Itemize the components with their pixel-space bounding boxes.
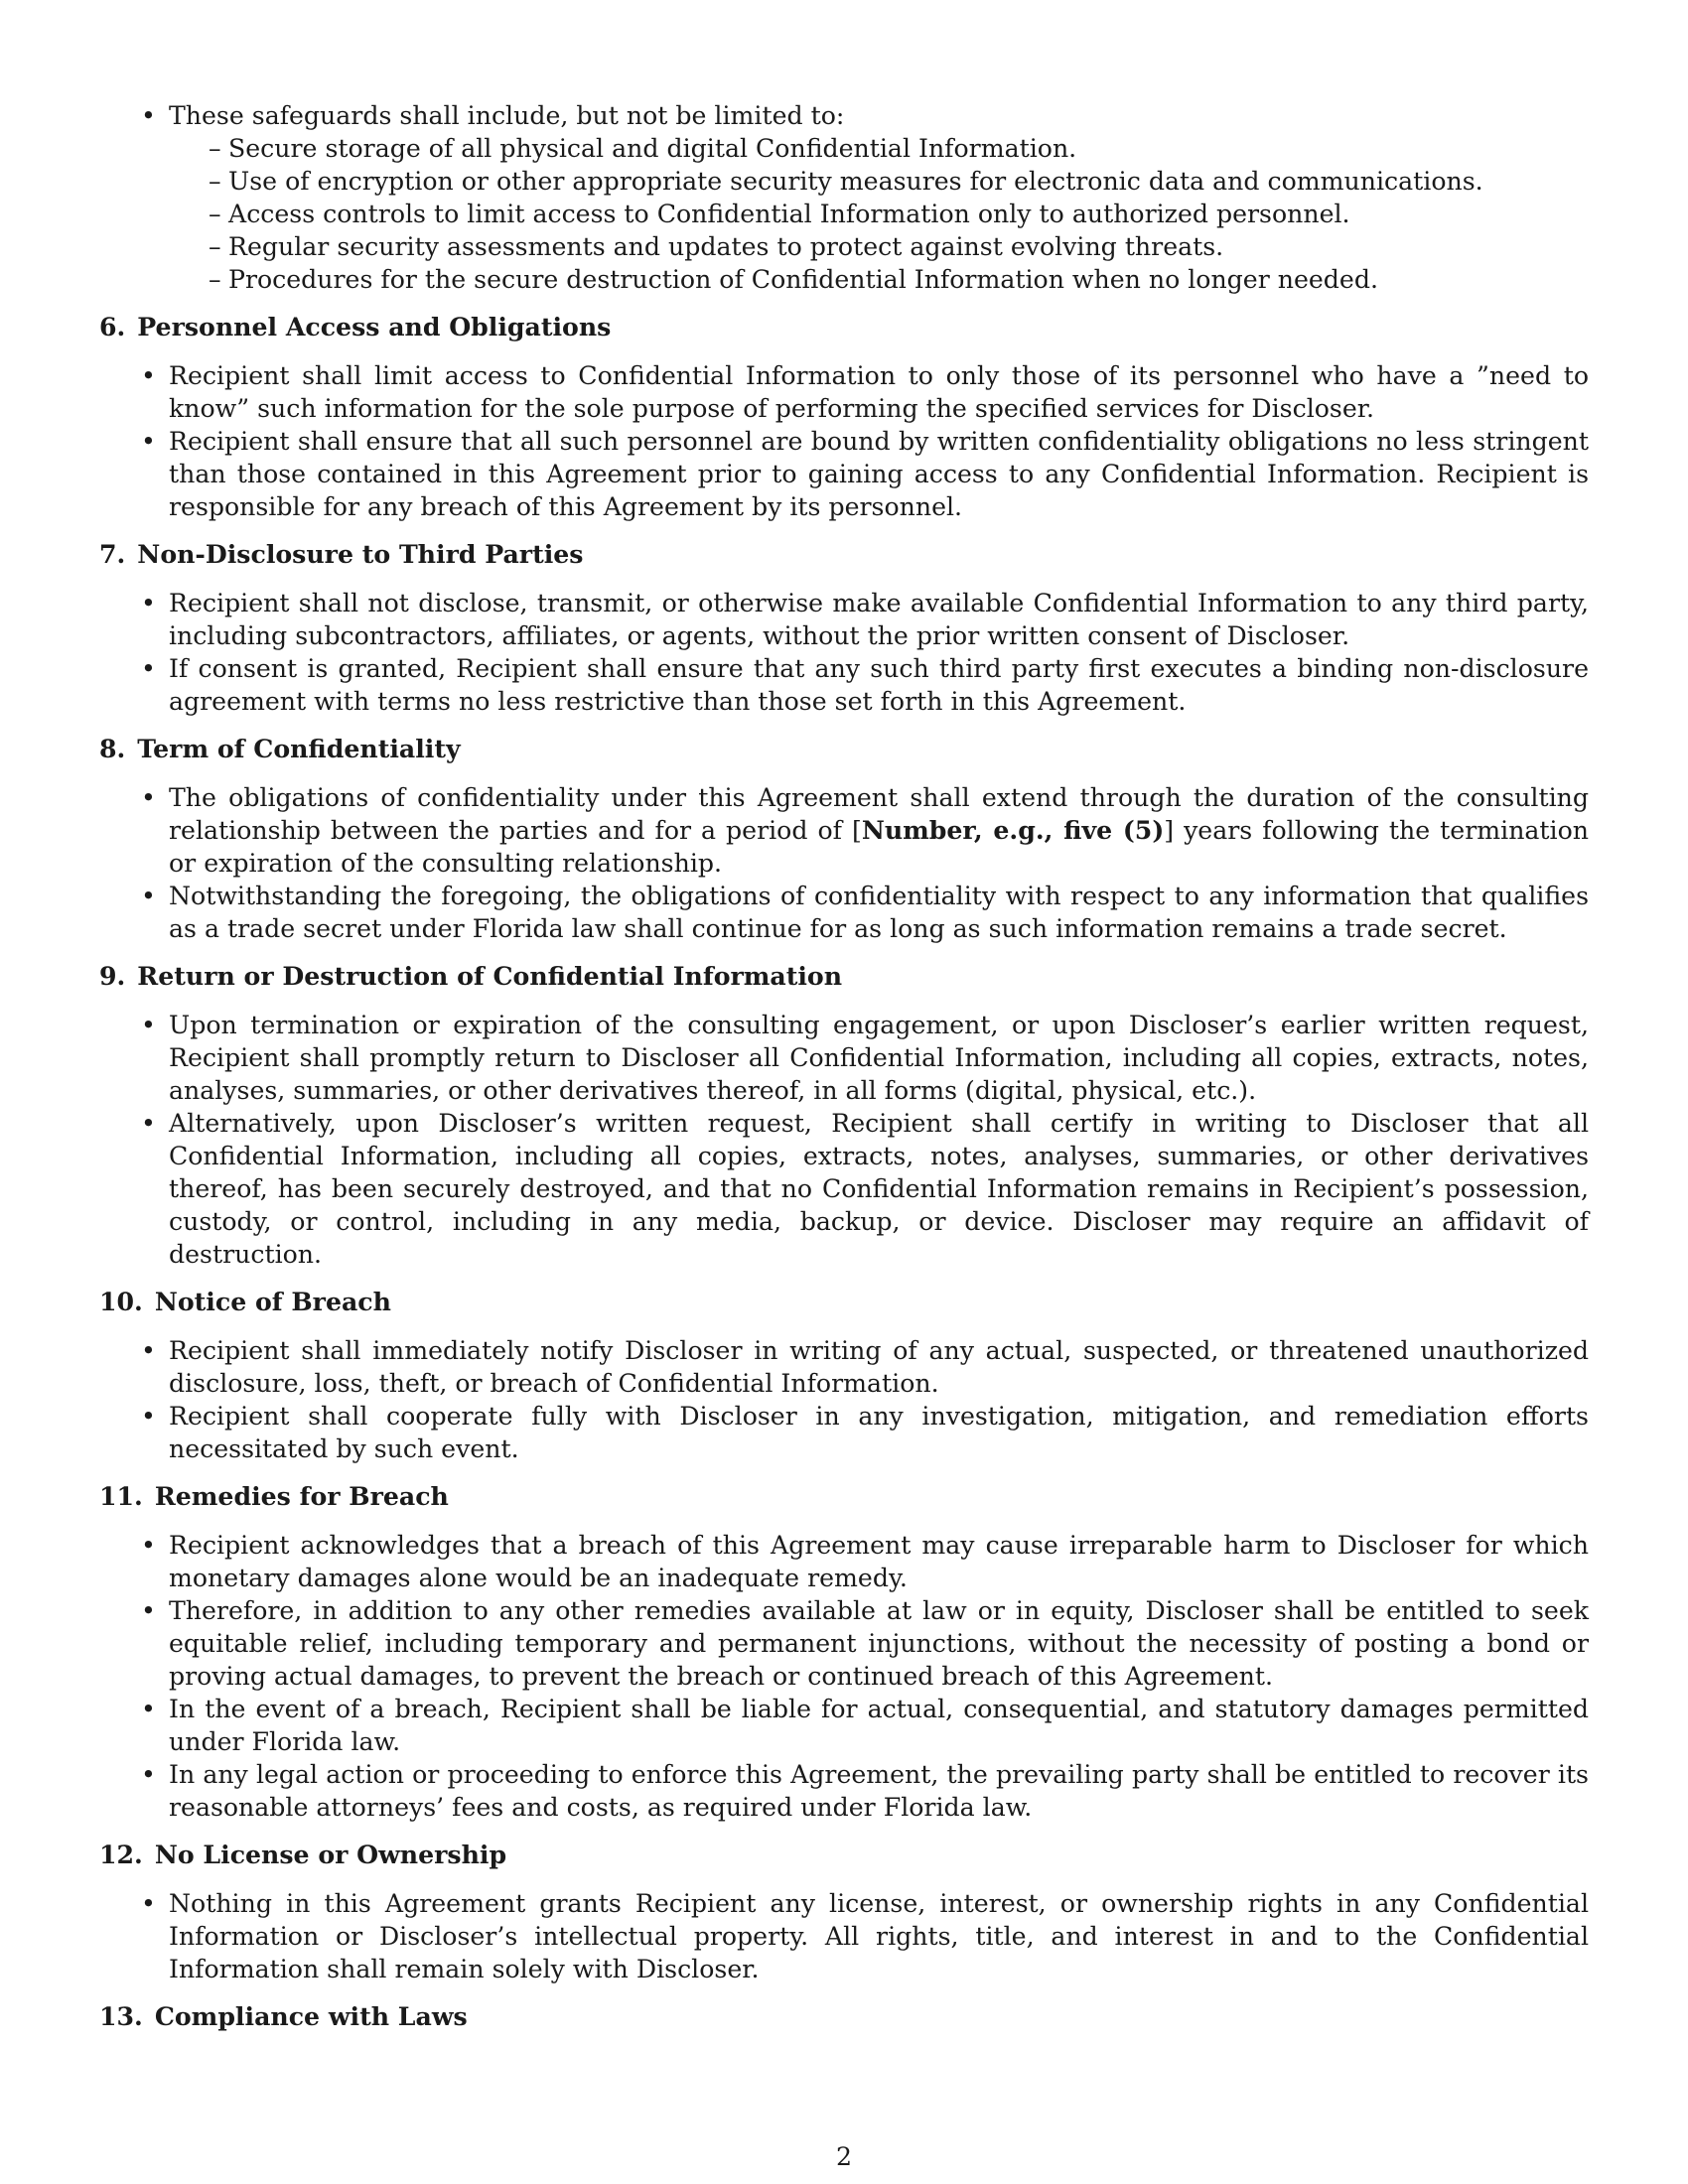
list-item xyxy=(99,781,1589,880)
list-item: – Regular security assessments and updates to protect against evolving threats. xyxy=(169,230,1589,263)
list-item: – Use of encryption or other appropriate security measures for electronic data and communications. xyxy=(169,165,1589,198)
term-text-after: ] years following the termination or expiration of the consulting relationship. xyxy=(169,816,1589,878)
section-bullets xyxy=(99,781,1589,945)
list-item: • Recipient acknowledges that a breach of this Agreement may cause irreparable harm to Discloser for which monetary damages alone would be an inadequate remedy. xyxy=(99,1529,1589,1594)
safeguards-sublist xyxy=(169,132,1589,296)
section-bullets xyxy=(99,359,1589,523)
section-heading xyxy=(99,2000,1589,2033)
section-title: Non-Disclosure to Third Parties xyxy=(137,539,584,569)
list-item: • In any legal action or proceeding to enforce this Agreement, the prevailing party shall be entitled to recover its reasonable attorneys’ fees and costs, as required under Florida law. xyxy=(99,1758,1589,1824)
safeguards-list xyxy=(99,99,1589,296)
list-item: • Recipient shall ensure that all such personnel are bound by written confidentiality obligations no less stringent than those contained in this Agreement prior to gaining access to any Confidential Information. Recipient is responsible for any breach of this Agreement by its personnel. xyxy=(99,425,1589,523)
section-personnel-access xyxy=(99,311,1589,523)
list-item: • In the event of a breach, Recipient shall be liable for actual, consequential, and statutory damages permitted under Florida law. xyxy=(99,1693,1589,1758)
section-bullets xyxy=(99,1887,1589,1985)
document-body xyxy=(99,99,1589,2049)
section-title: Personnel Access and Obligations xyxy=(137,312,612,341)
page-number: 2 xyxy=(835,2142,853,2171)
list-item xyxy=(99,99,1589,296)
section-title: Compliance with Laws xyxy=(154,2001,468,2031)
list-item: • Notwithstanding the foregoing, the obligations of confidentiality with respect to any information that qualifies as a trade secret under Florida law shall continue for as long as such information remains a trade secret. xyxy=(99,880,1589,945)
section-title: Term of Confidentiality xyxy=(137,734,461,763)
section-return-or-destruction xyxy=(99,960,1589,1271)
section-title: Remedies for Breach xyxy=(154,1481,449,1511)
list-item: • Upon termination or expiration of the consulting engagement, or upon Discloser’s earlier written request, Recipient shall promptly return to Discloser all Confidential Information, including all copies, extracts, notes, analyses, summaries, or other derivatives thereof, in all forms (digital, physical, etc.). xyxy=(99,1009,1589,1107)
section-number: 11. xyxy=(99,1481,143,1511)
list-item: – Secure storage of all physical and digital Confidential Information. xyxy=(169,132,1589,165)
list-item: • Nothing in this Agreement grants Recipient any license, interest, or ownership rights in any Confidential Information or Discloser’s intellectual property. All rights, title, and interest in and to the Confidential Information shall remain solely with Discloser. xyxy=(99,1887,1589,1985)
section-number: 8. xyxy=(99,734,126,763)
list-item: • Therefore, in addition to any other remedies available at law or in equity, Discloser shall be entitled to seek equitable relief, including temporary and permanent injunctions, without the necessity of posting a bond or proving actual damages, to prevent the breach or continued breach of this Agreement. xyxy=(99,1594,1589,1693)
list-item: • If consent is granted, Recipient shall ensure that any such third party first executes a binding non-disclosure agreement with terms no less restrictive than those set forth in this Agreement. xyxy=(99,652,1589,718)
section-heading xyxy=(99,1480,1589,1513)
list-item: • Recipient shall limit access to Confidential Information to only those of its personnel who have a ”need to know” such information for the sole purpose of performing the specified services for Discloser. xyxy=(99,359,1589,425)
list-item: • Recipient shall cooperate fully with Discloser in any investigation, mitigation, and remediation efforts necessitated by such event. xyxy=(99,1400,1589,1465)
section-title: No License or Ownership xyxy=(154,1840,507,1869)
section-term-of-confidentiality xyxy=(99,733,1589,945)
section-non-disclosure xyxy=(99,538,1589,718)
section-number: 12. xyxy=(99,1840,143,1869)
section-bullets xyxy=(99,587,1589,718)
section-bullets xyxy=(99,1529,1589,1824)
list-item: • Recipient shall not disclose, transmit, or otherwise make available Confidential Information to any third party, including subcontractors, affiliates, or agents, without the prior written consent of Discloser. xyxy=(99,587,1589,652)
term-text-before: The obligations of confidentiality under this Agreement shall extend through the duration of the consulting relationship between the parties and for a period of [ xyxy=(169,783,1589,845)
list-item: • Alternatively, upon Discloser’s written request, Recipient shall certify in writing to Discloser that all Confidential Information, including all copies, extracts, notes, analyses, summaries, or other derivatives thereof, has been securely destroyed, and that no Confidential Information remains in Recipient’s possession, custody, or control, including in any media, backup, or device. Discloser may require an affidavit of destruction. xyxy=(99,1107,1589,1271)
section-heading xyxy=(99,1286,1589,1318)
section-no-license xyxy=(99,1839,1589,1985)
section-heading xyxy=(99,960,1589,993)
list-item: – Procedures for the secure destruction of Confidential Information when no longer needed. xyxy=(169,263,1589,296)
safeguards-lead: • These safeguards shall include, but not be limited to: xyxy=(169,101,845,130)
section-compliance-with-laws xyxy=(99,2000,1589,2033)
list-item: • Recipient shall immediately notify Discloser in writing of any actual, suspected, or threatened unauthorized disclosure, loss, theft, or breach of Confidential Information. xyxy=(99,1334,1589,1400)
section-title: Return or Destruction of Confidential Information xyxy=(137,961,843,991)
list-item: – Access controls to limit access to Confidential Information only to authorized personnel. xyxy=(169,198,1589,230)
section-number: 6. xyxy=(99,312,126,341)
section-number: 7. xyxy=(99,539,126,569)
section-number: 10. xyxy=(99,1287,143,1316)
section-number: 13. xyxy=(99,2001,143,2031)
section-bullets xyxy=(99,1009,1589,1271)
section-number: 9. xyxy=(99,961,126,991)
section-remedies-for-breach xyxy=(99,1480,1589,1824)
section-title: Notice of Breach xyxy=(154,1287,391,1316)
section-heading xyxy=(99,1839,1589,1871)
section-heading xyxy=(99,311,1589,343)
section-heading xyxy=(99,733,1589,765)
section-heading xyxy=(99,538,1589,571)
section-bullets xyxy=(99,1334,1589,1465)
section-notice-of-breach xyxy=(99,1286,1589,1465)
term-placeholder: Number, e.g., five (5) xyxy=(861,815,1165,845)
